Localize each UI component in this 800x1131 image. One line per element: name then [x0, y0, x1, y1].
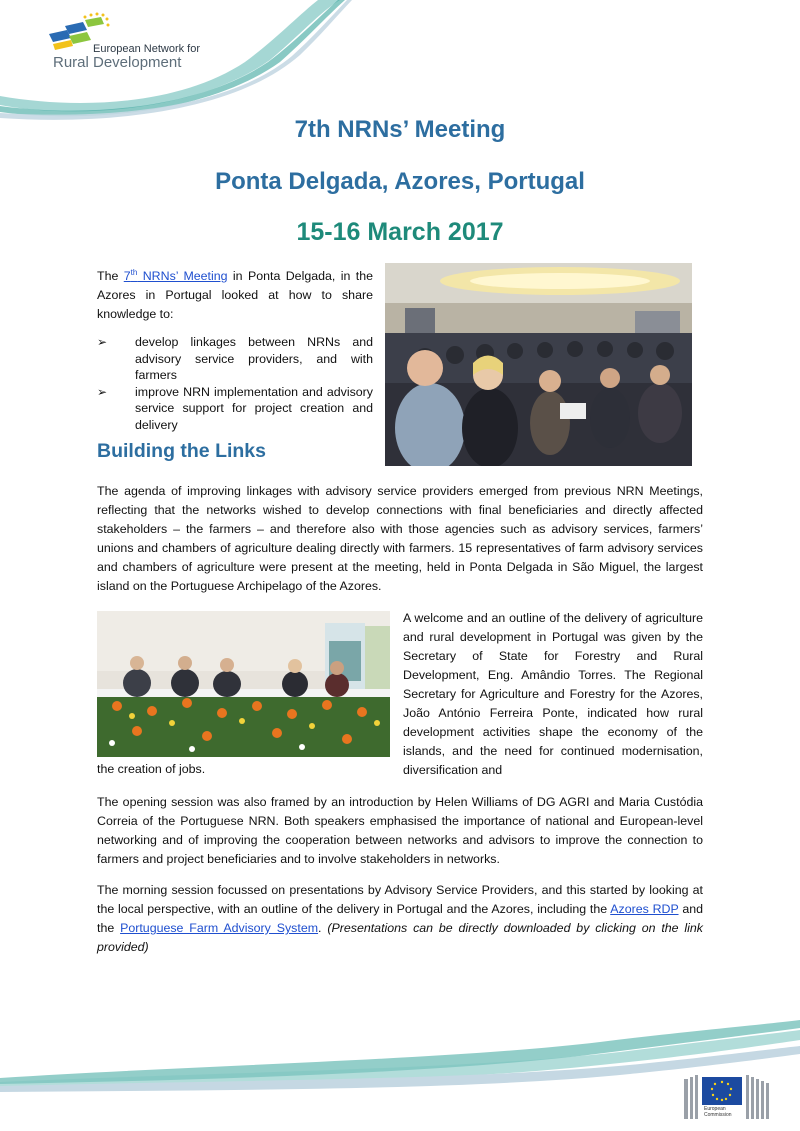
arrow-bullet-icon: ➢	[97, 384, 108, 399]
intro-paragraph	[97, 263, 373, 324]
intro-rest: in Ponta Delgada, in the Azores in Portugal looked at how to share knowledge to:	[97, 269, 373, 322]
logo-org-line1: European Network for	[93, 43, 200, 55]
page-subtitle-date: 15-16 March 2017	[296, 218, 504, 246]
morning-text-b: and the	[97, 902, 703, 935]
ec-line2: Commission	[704, 1112, 732, 1118]
nrn-meeting-link[interactable]	[124, 269, 228, 283]
arrow-bullet-icon: ➢	[97, 335, 108, 349]
page-title: 7th NRNs’ Meeting	[294, 116, 506, 143]
opening-session-paragraph: The opening session was also framed by an introduction by Helen Williams of DG AGRI and Maria Custódia Correia of the Portuguese NRN. Both speakers emphasised the importance of national and European-level networking and of improving the cooperation between networks and advisors to improve the connection to farmers and project beneficiaries and to involve stakeholders in networks.	[97, 795, 703, 866]
panel-photo	[97, 611, 390, 757]
link-superscript: th	[130, 268, 138, 277]
welcome-paragraph: A welcome and an outline of the delivery of agriculture and rural development in Portugal was given by the Secretary of State for Forestry and Rural Development, Eng. Amândio Torres. The Regional Secretary for Agriculture and Forestry for the Azores, João António Ferreira Ponte, indicated how rural development activities shape the economy of the islands, and the need for continued modernisation, diversification and	[403, 611, 703, 777]
section-heading: Building the Links	[97, 440, 266, 462]
farm-advisory-system-link[interactable]: Portuguese Farm Advisory System	[120, 921, 319, 935]
list-item	[97, 334, 373, 384]
welcome-paragraph-end: the creation of jobs.	[97, 762, 206, 776]
footer-swoosh	[0, 1020, 800, 1131]
morning-session-paragraph	[97, 881, 703, 957]
list-item-text: develop linkages between NRNs and advisory service providers, and with farmers	[135, 335, 373, 382]
european-commission-logo	[684, 1073, 776, 1125]
intro-prefix: The	[97, 269, 124, 284]
link-text: NRNs’ Meeting	[137, 269, 228, 284]
ec-logo-caption	[704, 1106, 732, 1118]
page-subtitle-location: Ponta Delgada, Azores, Portugal	[215, 168, 585, 195]
objectives-list	[97, 334, 373, 433]
ec-line1: European	[704, 1106, 726, 1112]
agenda-paragraph: The agenda of improving linkages with advisory service providers emerged from previous NRN Meetings, reflecting that the networks wished to develop connections with final beneficiaries and directly affected stakeholders – the farmers – and therefore also with those agencies such as advisory services, farmers’ unions and chambers of agriculture dealing directly with farmers. 15 representatives of farm advisory services and chambers of agriculture were present at the meeting, held in Ponta Delgada in São Miguel, the largest island on the Portuguese Archipelago of the Azores.	[97, 484, 703, 593]
link-number: 7	[123, 269, 131, 284]
list-item	[97, 384, 373, 434]
morning-text-c: .	[318, 921, 328, 935]
enrd-logo	[45, 12, 200, 82]
download-note: (Presentations can be directly downloaded by clicking on the link provided)	[97, 921, 704, 954]
azores-rdp-link[interactable]: Azores RDP	[610, 902, 679, 916]
audience-photo	[385, 263, 692, 466]
list-item-text: improve NRN implementation and advisory service support for project creation and delivery	[135, 384, 373, 432]
morning-text-a: The morning session focussed on presentations by Advisory Service Providers, and this started by looking at the local perspective, with an outline of the delivery in Portugal and the Azores, including the	[97, 883, 703, 916]
logo-org-line2: Rural Development	[53, 54, 182, 71]
